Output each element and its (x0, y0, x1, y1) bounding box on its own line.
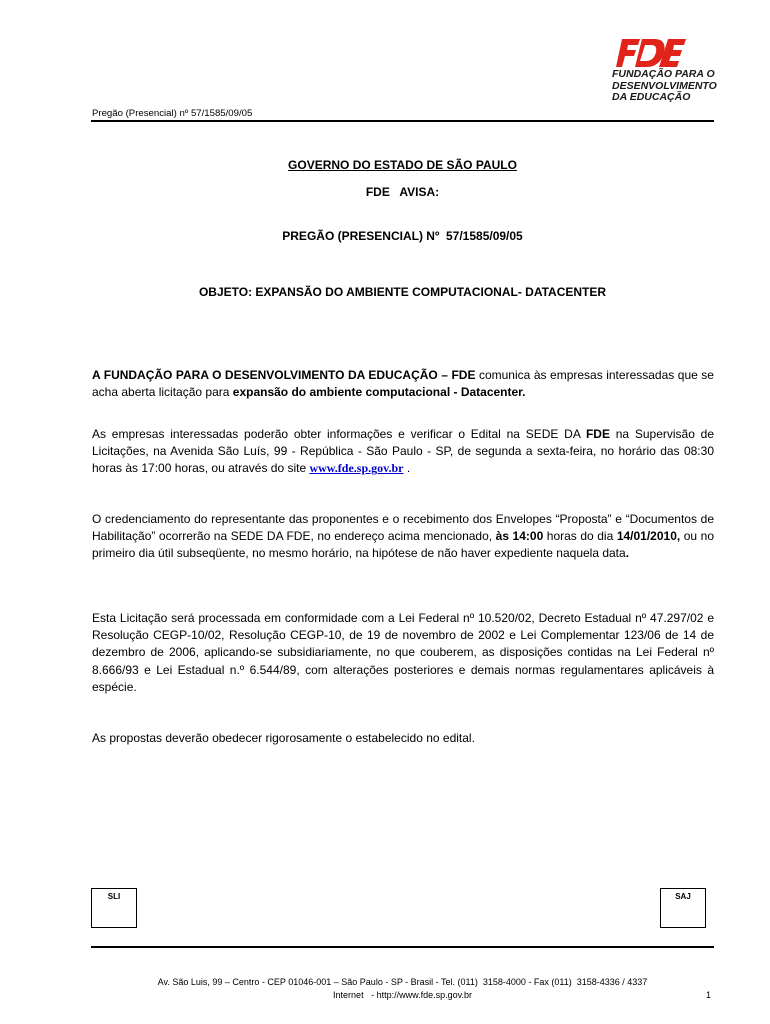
header-reference: Pregão (Presencial) nº 57/1585/09/05 (92, 108, 253, 119)
paragraph-text: na Supervisão de Licitações, na Avenida São Luís, 99 - República - São Paulo - SP, de segunda a sexta-feira, no horário das 08:30 horas às 17:00 horas, ou através do site (92, 427, 715, 476)
fde-logo-icon (616, 38, 686, 68)
date-emphasis: 14/01/2010, (616, 529, 681, 544)
paragraph-text: . (403, 461, 411, 476)
paragraph-edital-info (92, 426, 714, 478)
fde-emphasis: FDE (585, 427, 610, 441)
logo-line-1: FUNDAÇÃO PARA O (612, 68, 715, 80)
paragraph-announcement (92, 367, 714, 401)
paragraph-text: As empresas interessadas poderão obter informações e verificar o Edital na SEDE DA (92, 427, 586, 441)
period-emphasis: . (625, 546, 630, 561)
paragraph-credenciamento (92, 511, 714, 563)
paragraph-proposals: As propostas deverão obedecer rigorosamente o estabelecido no edital. (92, 731, 475, 745)
paragraph-text: O credenciamento do representante das proponentes e o recebimento dos Envelopes “Proposta” e “Documentos de Habilitação” ocorrerão na SEDE DA FDE, no endereço acima mencionado, (92, 512, 714, 544)
paragraph-text: ou no primeiro dia útil subseqüente, no mesmo horário, na hipótese de não haver expediente naquela data (92, 529, 715, 561)
foundation-name: A FUNDAÇÃO PARA O DESENVOLVIMENTO DA EDUCAÇÃO – FDE (92, 368, 476, 382)
website-link[interactable]: www.fde.sp.gov.br (309, 461, 404, 476)
objeto-title: OBJETO: EXPANSÃO DO AMBIENTE COMPUTACIONAL- DATACENTER (198, 285, 607, 299)
pregao-title: PREGÃO (PRESENCIAL) Nº 57/1585/09/05 (282, 229, 523, 243)
paragraph-text: horas do dia (543, 529, 617, 544)
initials-box-saj: SAJ (660, 888, 706, 928)
initials-box-sli: SLI (91, 888, 137, 928)
fde-avisa-title: FDE AVISA: (365, 185, 440, 199)
footer-address: Av. São Luis, 99 – Centro - CEP 01046-001 – São Paulo - SP - Brasil - Tel. (011) 3158-4000 - Fax (011) 3158-4336 / 4337 (157, 977, 648, 987)
page-number: 1 (706, 990, 712, 1000)
logo-line-3: DA EDUCAÇÃO (612, 91, 691, 103)
footer-internet: Internet - http://www.fde.sp.gov.br (333, 990, 472, 1000)
object-emphasis: expansão do ambiente computacional - Datacenter. (232, 385, 526, 400)
paragraph-text: comunica às empresas interessadas que se acha aberta licitação para (92, 368, 714, 400)
footer-divider (91, 946, 714, 948)
logo-text (612, 69, 742, 104)
header-divider (91, 120, 714, 122)
logo-line-2: DESENVOLVIMENTO (612, 79, 717, 92)
paragraph-legislation: Esta Licitação será processada em conformidade com a Lei Federal nº 10.520/02, Decreto Estadual nº 47.297/02 e Resolução CEGP-10/02, Resolução CEGP-10, de 19 de novembro de 2002 e Lei Complementar 123/06 de 14 de dezembro de 2006, aplicando-se subsidiariamente, no que couberem, as disposições contidas na Lei Federal nº 8.666/93 e Lei Estadual n.º 6.544/89, com alterações posteriores e demais normas regulamentares aplicáveis à espécie. (92, 611, 714, 694)
time-emphasis: às 14:00 (495, 529, 544, 544)
government-title: GOVERNO DO ESTADO DE SÃO PAULO (288, 158, 517, 172)
